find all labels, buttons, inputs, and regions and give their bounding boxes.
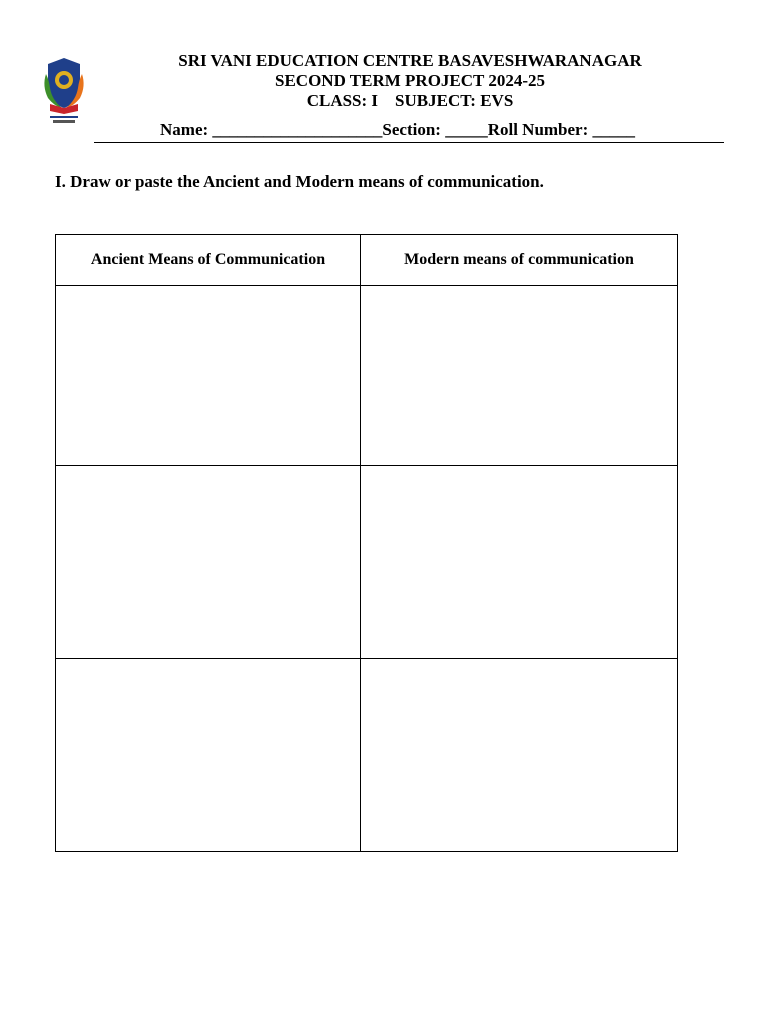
answer-cell-ancient-3[interactable]	[56, 659, 361, 852]
answer-cell-modern-3[interactable]	[361, 659, 678, 852]
student-fields-label: Name: ____________________Section: _____Roll Number: _____	[160, 120, 636, 139]
class-subject: CLASS: I SUBJECT: EVS	[306, 91, 514, 110]
question-text: I. Draw or paste the Ancient and Modern means of communication.	[55, 172, 544, 191]
answer-cell-modern-1[interactable]	[361, 286, 678, 466]
school-logo	[40, 56, 88, 126]
column-header-ancient: Ancient Means of Communication	[56, 235, 361, 286]
project-title: SECOND TERM PROJECT 2024-25	[275, 71, 545, 90]
column-header-modern: Modern means of communication	[361, 235, 678, 286]
document-header	[120, 51, 700, 111]
answer-cell-ancient-1[interactable]	[56, 286, 361, 466]
school-crest-icon	[40, 56, 88, 126]
answer-cell-ancient-2[interactable]	[56, 466, 361, 659]
school-name: SRI VANI EDUCATION CENTRE BASAVESHWARANAGAR	[178, 51, 642, 70]
answer-cell-modern-2[interactable]	[361, 466, 678, 659]
communication-table	[55, 234, 678, 852]
student-fields[interactable]	[94, 120, 724, 143]
